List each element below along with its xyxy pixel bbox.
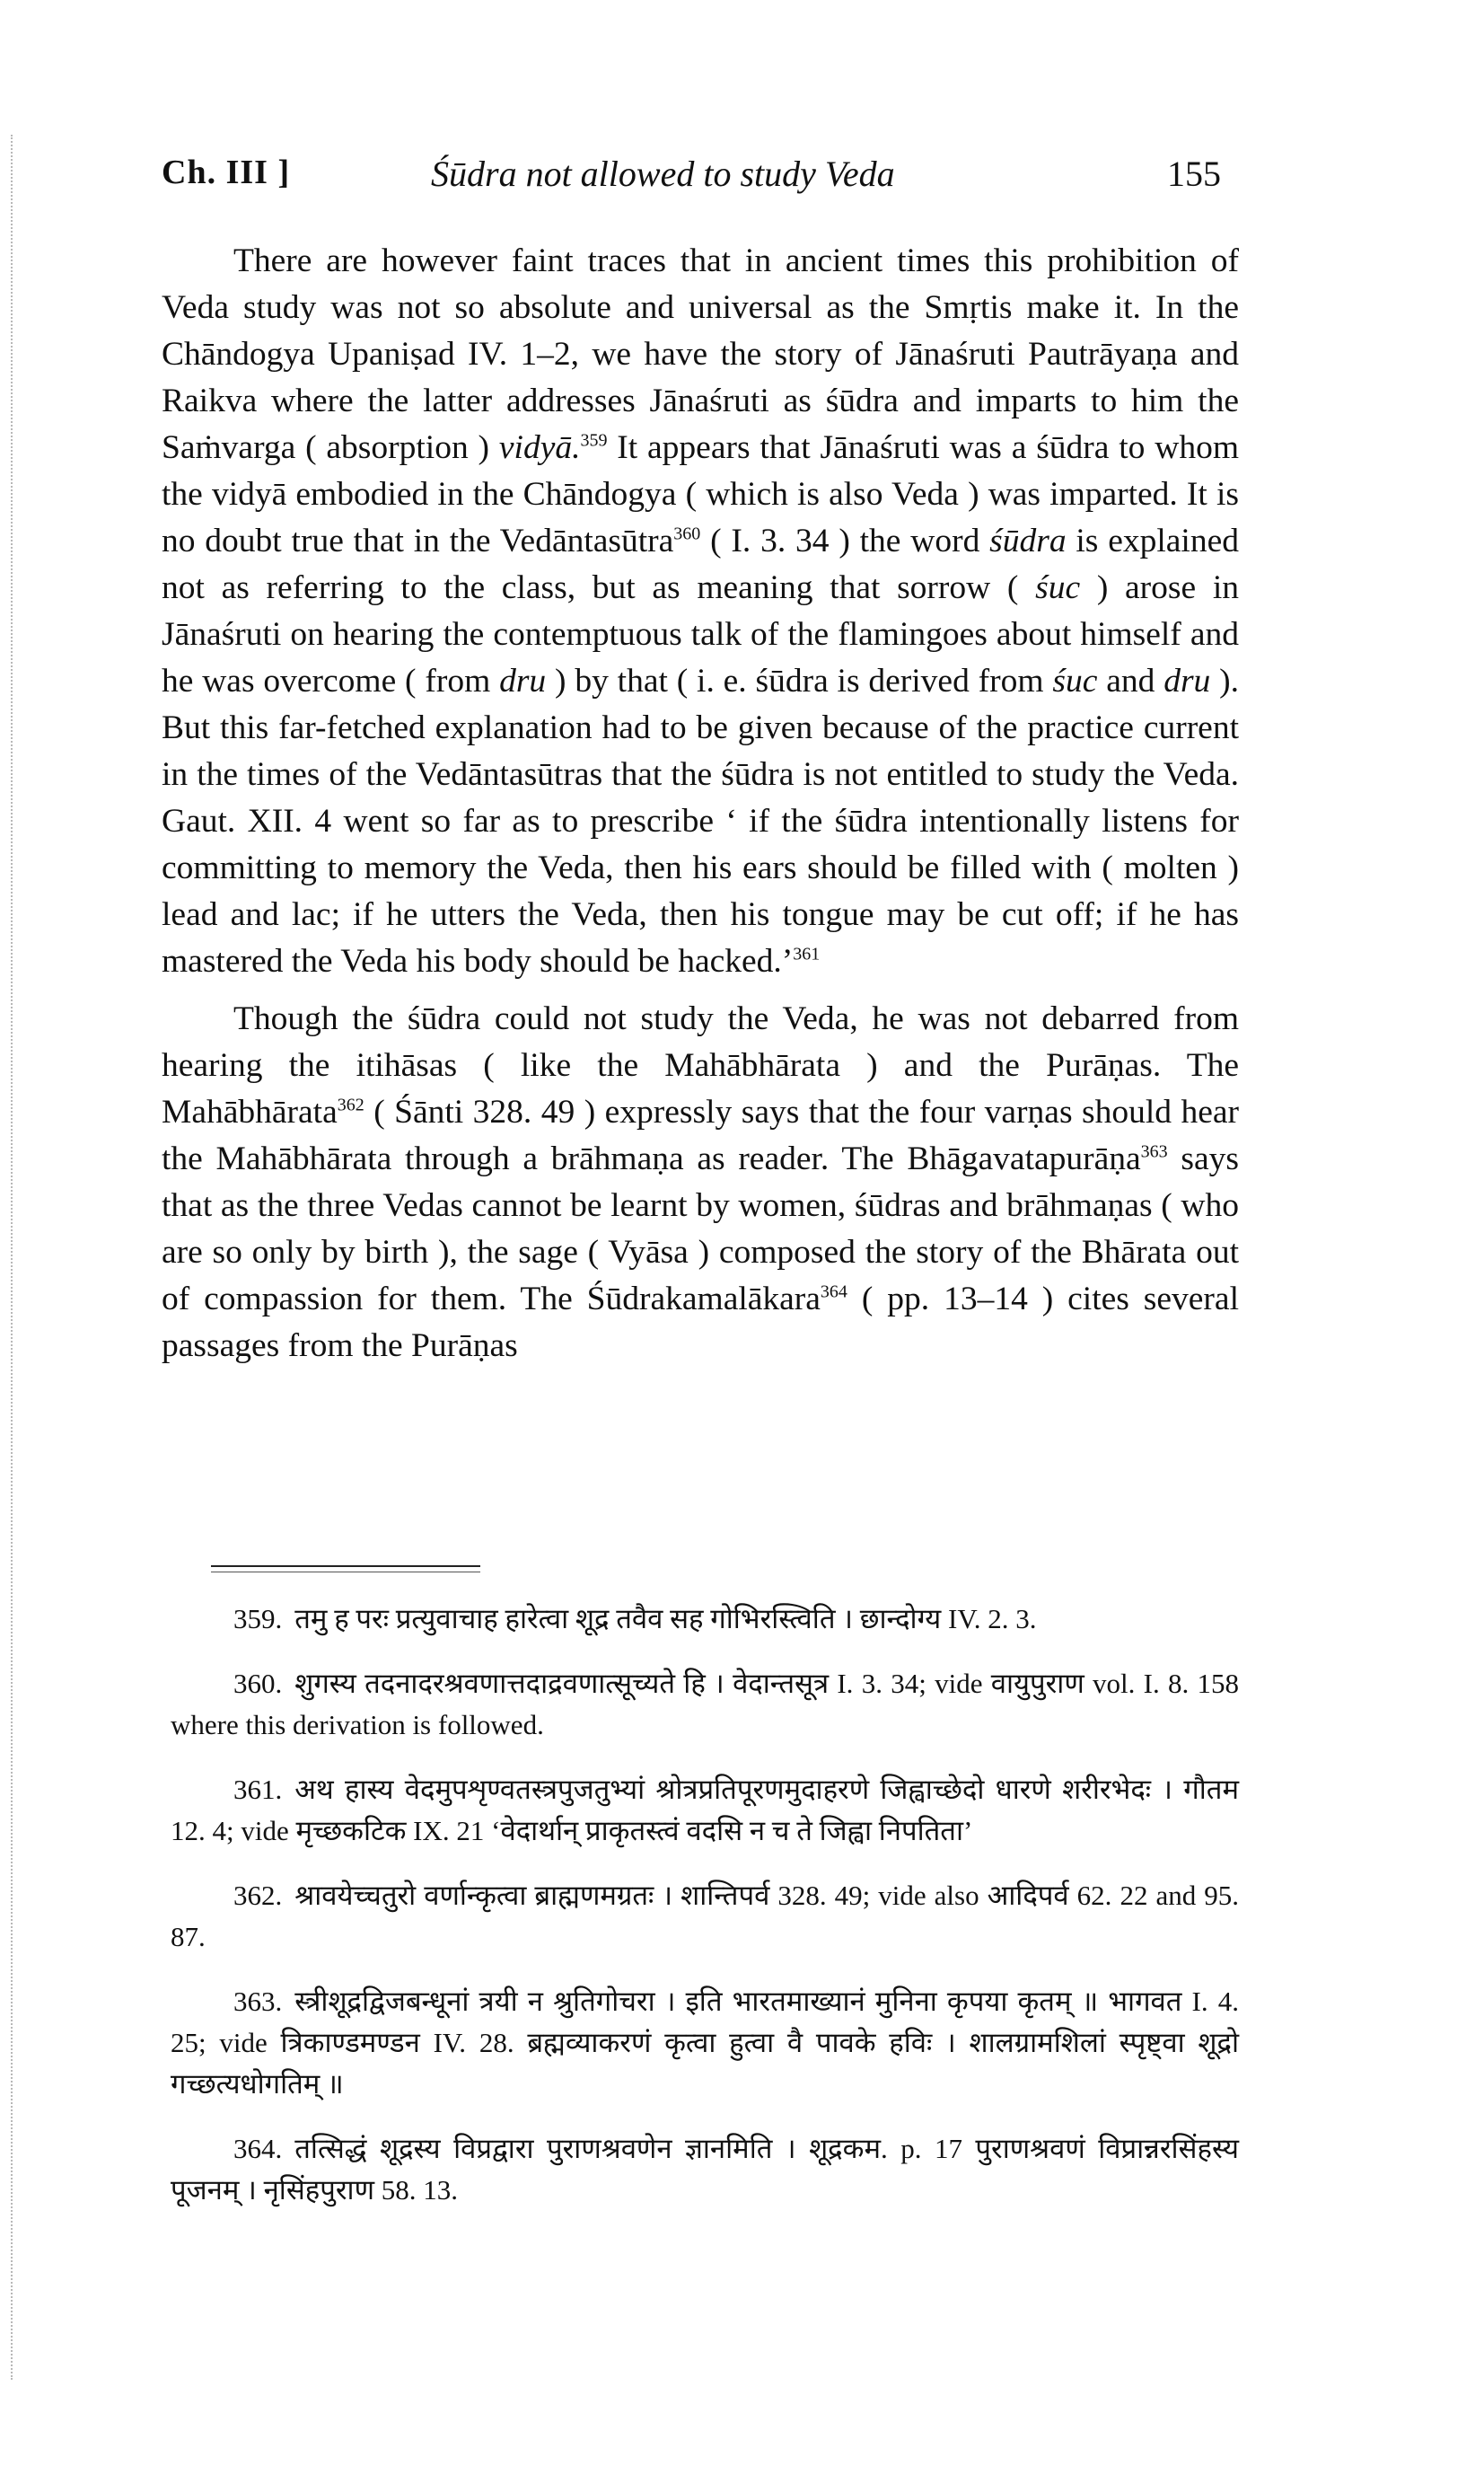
footnote-text: श्रावयेच्चतुरो वर्णान्कृत्वा ब्राह्मणमग्रतः । शान्तिपर्व 328. 49; vide also आदिपर्व 62. 22 and 95. 87.	[171, 1880, 1239, 1952]
italic-term: śuc	[1035, 569, 1081, 606]
footnote	[171, 1981, 1239, 2105]
text-segment: It appears that Jānaśruti was a śūdra to whom the vidyā embodied in the Chāndogya ( which is also Veda ) was imparted. It is no doubt true that in the Vedāntasūtra	[162, 429, 1239, 559]
running-header	[162, 153, 1230, 207]
main-text	[162, 238, 1239, 1377]
footnote-reference: 363	[1140, 1141, 1168, 1162]
footnote-number: 361.	[233, 1774, 283, 1805]
footnote-text: अथ हास्य वेदमुपशृण्वतस्त्रपुजतुभ्यां श्रोत्रप्रतिपूरणमुदाहरणे जिह्वाच्छेदो धारणे शरीरभेदः । गौतम 12. 4; vide मृच्छकटिक IX. 21 ‘वेदार्थान् प्राकृतस्त्वं वदसि न च ते जिह्वा निपतिता’	[171, 1774, 1239, 1846]
text-segment: ( I. 3. 34 ) the word	[700, 523, 990, 559]
italic-term: śuc	[1052, 663, 1098, 700]
footnote-number: 359.	[233, 1603, 283, 1634]
text-segment: ( Śānti 328. 49 ) expressly says that the four varṇas should hear the Mahābhārata through a brāhmaṇa as reader. The Bhāgavatapurāṇa	[162, 1094, 1239, 1177]
page-number: 155	[1167, 154, 1221, 194]
footnote	[171, 1663, 1239, 1746]
italic-term: dru	[1163, 663, 1211, 700]
footnote	[171, 1769, 1239, 1852]
footnote-number: 364.	[233, 2133, 283, 2164]
text-segment: ). But this far-fetched explanation had to be given because of the practice current in the times of the Vedāntasūtras that the śūdra is not entitled to study the Veda. Gaut. XII. 4 went so far as to prescribe ‘ if the śūdra intentionally listens for committing to memory the Veda, then his ears should be filled with ( molten ) lead and lac; if he utters the Veda, then his tongue may be cut off; if he has mastered the Veda his body should be hacked.’	[162, 663, 1239, 980]
footnote	[171, 1598, 1239, 1640]
text-segment: and	[1097, 663, 1164, 700]
footnote	[171, 2128, 1239, 2211]
text-segment: is explained not as referring to the class, but as meaning that sorrow (	[162, 523, 1239, 606]
paragraph	[162, 996, 1239, 1369]
footnote-text: तत्सिद्धं शूद्रस्य विप्रद्वारा पुराणश्रवणेन ज्ञानमिति । शूद्रकम. p. 17 पुराणश्रवणं विप्रान्नरसिंहस्य पूजनम् । नृसिंहपुराण 58. 13.	[171, 2133, 1239, 2206]
footnote-reference: 360	[673, 524, 701, 544]
paragraph	[162, 238, 1239, 985]
footnote-number: 363.	[233, 1986, 283, 2017]
footnote-reference: 359	[580, 430, 608, 451]
footnote-text: तमु ह परः प्रत्युवाचाह हारेत्वा शूद्र तवैव सह गोभिरस्त्विति । छान्दोग्य IV. 2. 3.	[294, 1603, 1037, 1634]
footnote-text: स्त्रीशूद्रद्विजबन्धूनां त्रयी न श्रुतिगोचरा । इति भारतमाख्यानं मुनिना कृपया कृतम् ॥ भागवत I. 4. 25; vide त्रिकाण्डमण्डन IV. 28. ब्रह्मव्याकरणं कृत्वा हुत्वा वै पावके हविः । शालग्रामशिलां स्पृष्ट्वा शूद्रो गच्छत्यधोगतिम् ॥	[171, 1986, 1239, 2100]
text-segment: says that as the three Vedas cannot be learnt by women, śūdras and brāhmaṇas ( who are so only by birth ), the sage ( Vyāsa ) composed the story of the Bhārata out of compassion for them. The Śūdrakamalākara	[162, 1140, 1239, 1317]
footnote-text: शुगस्य तदनादरश्रवणात्तदाद्रवणात्सूच्यते हि । वेदान्तसूत्र I. 3. 34; vide वायुपुराण vol. I. 8. 158 where this derivation is followed.	[171, 1668, 1239, 1740]
footnote-reference: 362	[337, 1095, 364, 1115]
text-segment: ) by that ( i. e. śūdra is derived from	[546, 663, 1053, 700]
text-segment: ( pp. 13–14 ) cites several passages from the Purāṇas	[162, 1281, 1239, 1364]
italic-term: vidyā.	[498, 429, 581, 466]
running-title: Śūdra not allowed to study Veda	[431, 154, 895, 194]
italic-term: śūdra	[989, 523, 1067, 559]
chapter-label: Ch. III ]	[162, 154, 291, 191]
footnote-reference: 364	[820, 1281, 847, 1302]
text-segment: ) arose in Jānaśruti on hearing the contemptuous talk of the flamingoes about himself and he was overcome ( from	[162, 569, 1240, 700]
footnote-reference: 361	[793, 944, 821, 964]
italic-term: dru	[499, 663, 547, 700]
footnote-number: 362.	[233, 1880, 283, 1911]
text-segment: Though the śūdra could not study the Veda, he was not debarred from hearing the itihāsas ( like the Mahābhārata ) and the Purāṇas. The Mahābhārata	[162, 1000, 1239, 1131]
footnote	[171, 1875, 1239, 1958]
text-segment: There are however faint traces that in ancient times this prohibition of Veda study was not so absolute and universal as the Smṛtis make it. In the Chāndogya Upaniṣad IV. 1–2, we have the story of Jānaśruti Pautrāyaṇa and Raikva where the latter addresses Jānaśruti as śūdra and imparts to him the Saṁvarga ( absorption )	[162, 242, 1239, 466]
footnote-rule	[211, 1565, 480, 1567]
footnotes	[171, 1598, 1239, 2234]
footnote-number: 360.	[233, 1668, 283, 1699]
scan-edge-marks	[11, 135, 16, 2380]
